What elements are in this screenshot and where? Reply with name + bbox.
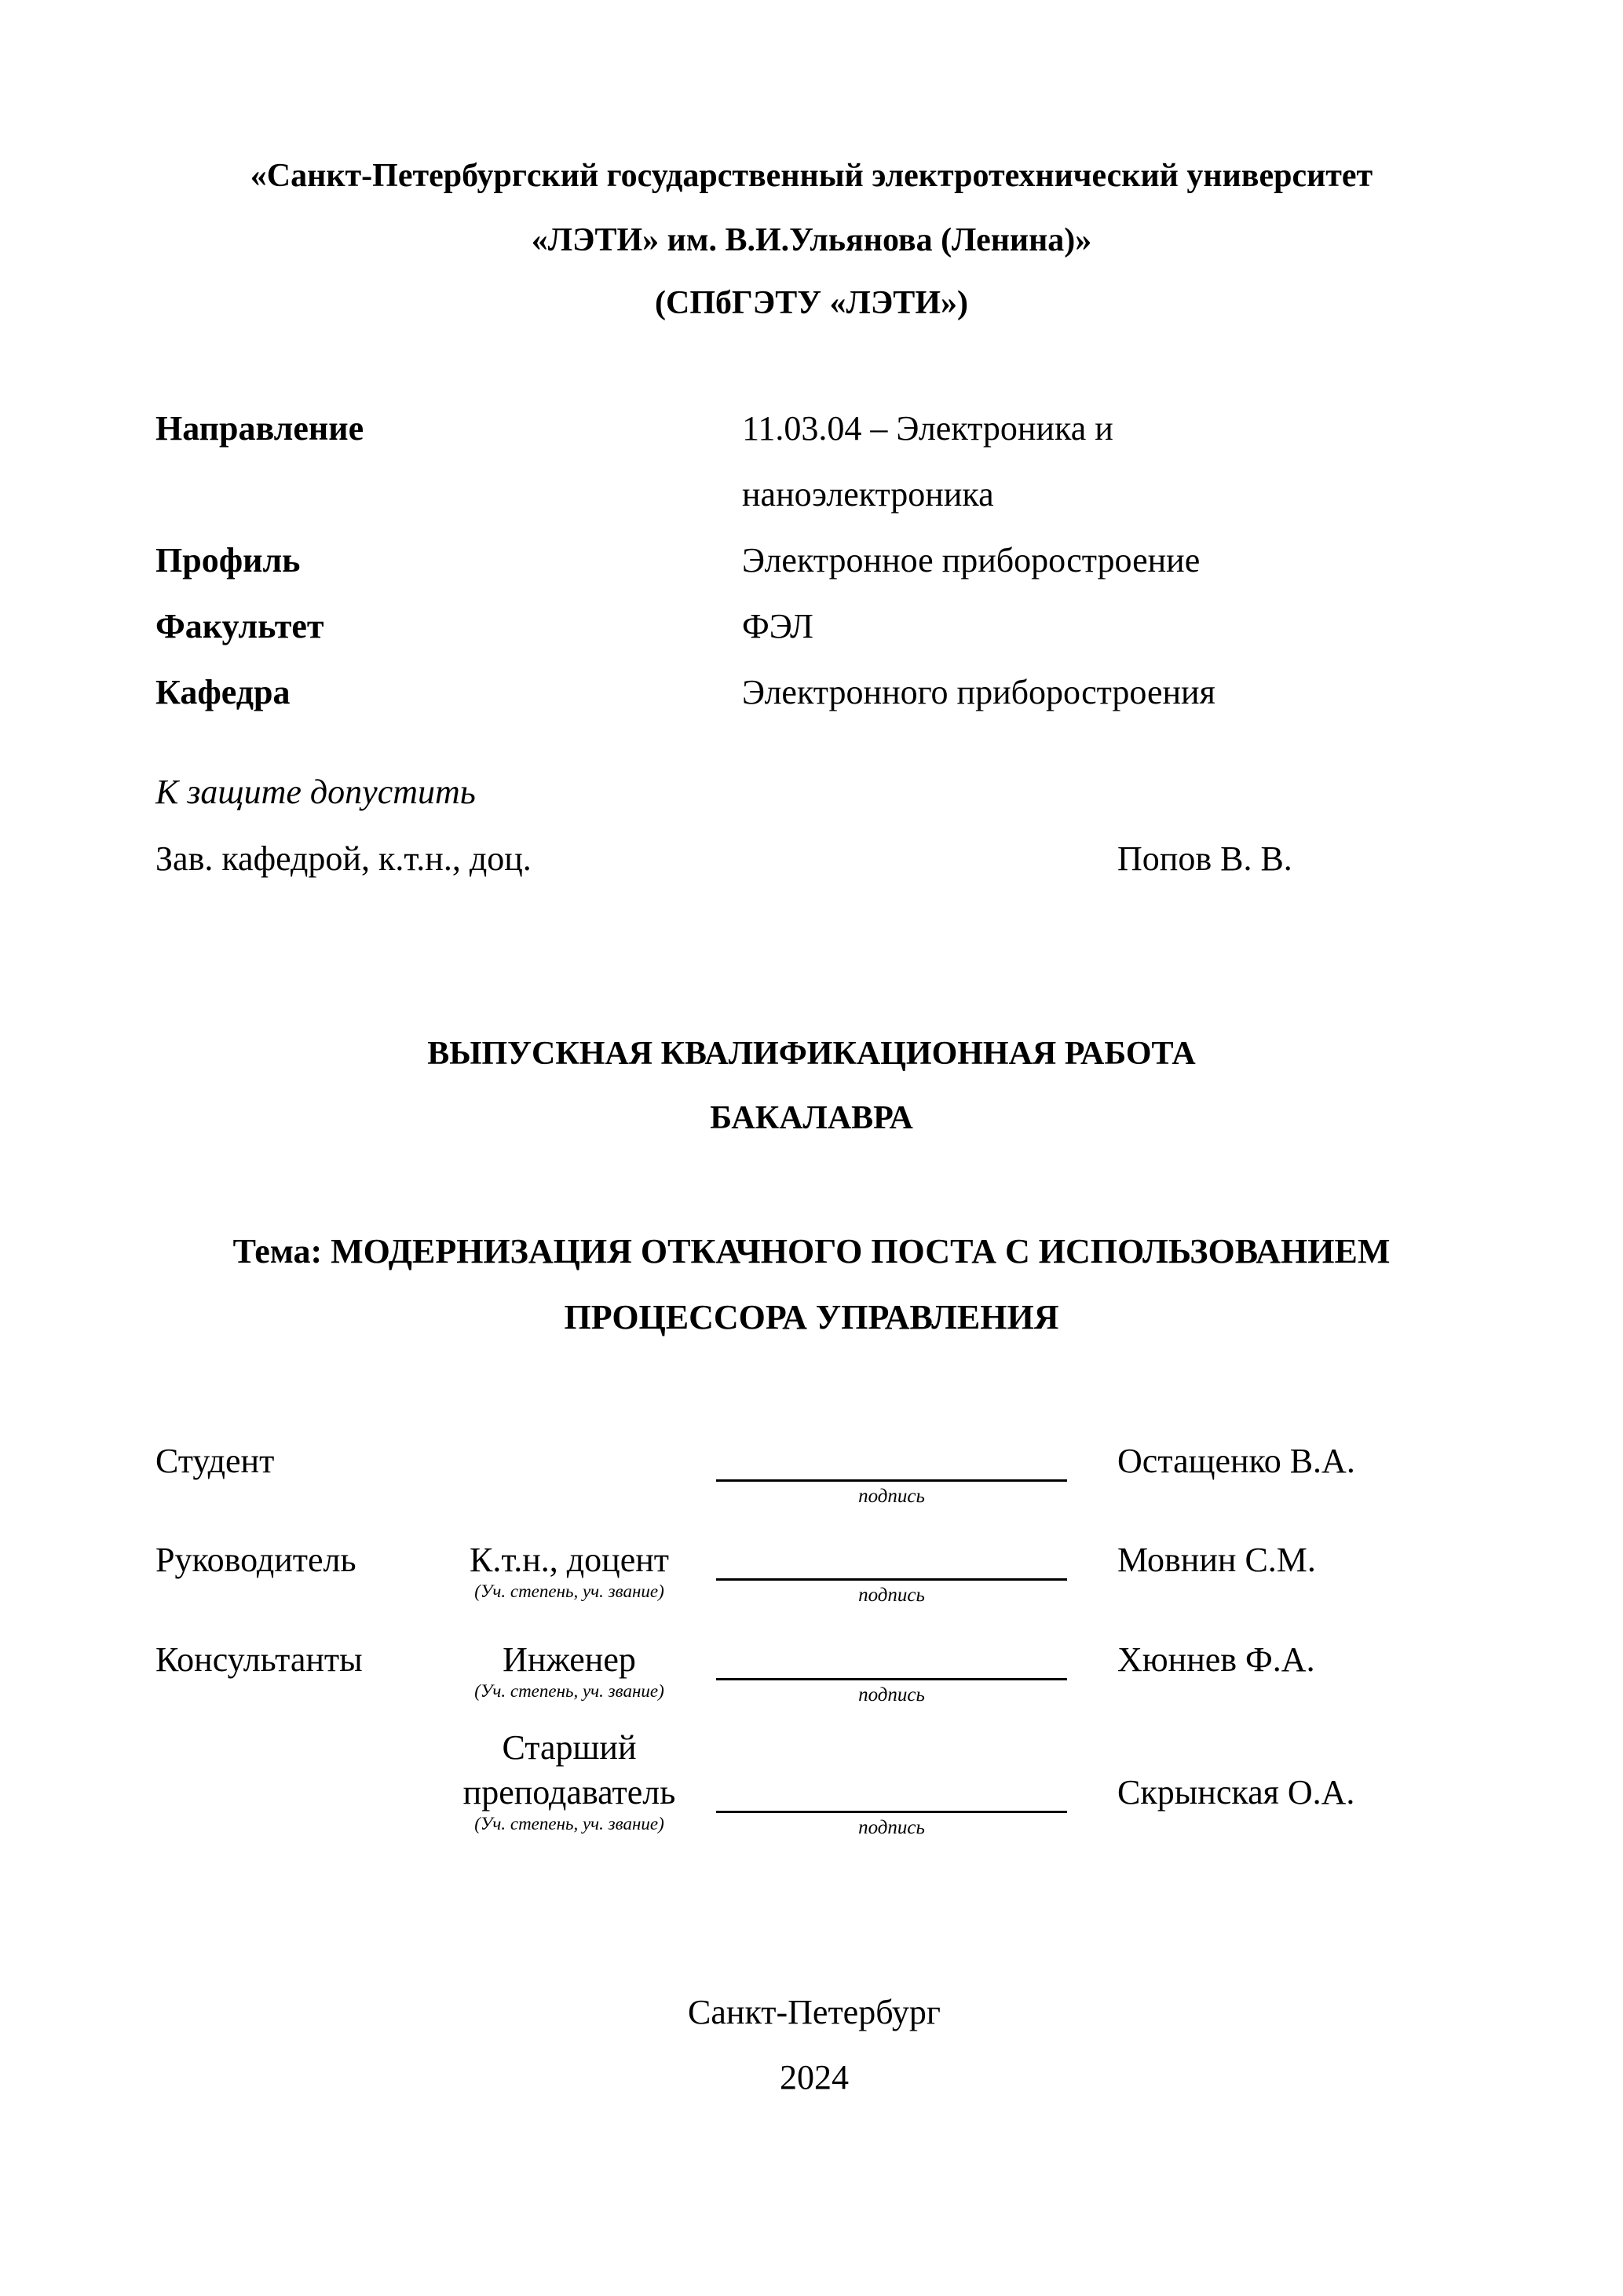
degree-consultant-1: Инженер [503,1640,636,1679]
topic-line2: ПРОЦЕССОРА УПРАВЛЕНИЯ [564,1298,1059,1336]
signature-caption: подпись [858,1817,925,1838]
info-value-faculty: ФЭЛ [742,607,813,645]
info-label-faculty: Факультет [155,607,324,645]
info-value-direction-line2: наноэлектроника [742,475,994,514]
city: Санкт-Петербург [688,1993,941,2031]
approval-position: Зав. кафедрой, к.т.н., доц. [155,839,532,878]
work-type-line1: ВЫПУСКНАЯ КВАЛИФИКАЦИОННАЯ РАБОТА [427,1036,1196,1072]
signature-line-consultant-1 [716,1678,1067,1680]
topic-line1: Тема: МОДЕРНИЗАЦИЯ ОТКАЧНОГО ПОСТА С ИСПОЛЬЗОВАНИЕМ [232,1232,1391,1270]
signature-line-supervisor [716,1578,1067,1581]
role-student: Студент [155,1442,275,1480]
signature-caption: подпись [858,1486,925,1507]
university-abbreviation: (СПбГЭТУ «ЛЭТИ») [655,285,968,321]
info-value-direction-line1: 11.03.04 – Электроника и [742,409,1113,448]
signature-caption: подпись [858,1585,925,1606]
name-consultant-2: Скрынская О.А. [1117,1773,1355,1812]
signature-caption: подпись [858,1684,925,1706]
degree-caption: (Уч. степень, уч. звание) [474,1814,664,1834]
degree-consultant-2-line2: преподаватель [462,1773,676,1812]
info-value-profile: Электронное приборостроение [742,541,1201,579]
role-supervisor: Руководитель [155,1541,356,1579]
role-consultants: Консультанты [155,1640,363,1679]
name-consultant-1: Хюннев Ф.А. [1117,1640,1315,1679]
name-supervisor: Мовнин С.М. [1117,1541,1316,1579]
degree-caption: (Уч. степень, уч. звание) [474,1681,664,1701]
approval-heading: К защите допустить [155,773,476,811]
work-type-line2: БАКАЛАВРА [710,1100,913,1136]
approval-name: Попов В. В. [1117,839,1292,878]
info-label-profile: Профиль [155,541,301,579]
signature-line-student [716,1479,1067,1482]
info-label-department: Кафедра [155,673,291,711]
info-value-department: Электронного приборостроения [742,673,1215,711]
university-name-line2: «ЛЭТИ» им. В.И.Ульянова (Ленина)» [531,222,1092,258]
signature-line-consultant-2 [716,1811,1067,1813]
degree-caption: (Уч. степень, уч. звание) [474,1581,664,1601]
year: 2024 [780,2058,849,2097]
name-student: Остащенко В.А. [1117,1442,1355,1480]
degree-supervisor: К.т.н., доцент [469,1541,670,1579]
info-label-direction: Направление [155,409,364,448]
degree-consultant-2-line1: Старший [502,1728,637,1767]
university-name-line1: «Санкт-Петербургский государственный электротехнический университет [250,158,1373,194]
